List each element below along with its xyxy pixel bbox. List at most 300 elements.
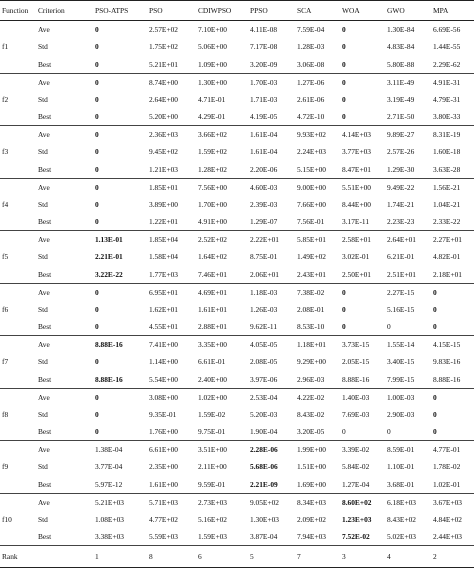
value-cell: 5.16E+02 bbox=[198, 514, 228, 524]
value-cell: 7.52E-02 bbox=[340, 528, 385, 546]
value-cell: 8.60E+02 bbox=[342, 497, 372, 507]
value-cell: 2.53E-04 bbox=[250, 392, 278, 402]
table-row bbox=[0, 283, 474, 301]
value-cell: 5.80E-88 bbox=[385, 56, 431, 74]
table-row bbox=[0, 458, 474, 476]
table-row bbox=[0, 56, 474, 74]
value-cell: 4.14E+03 bbox=[342, 130, 372, 139]
function-name: f9 bbox=[2, 462, 9, 472]
value-cell: 4.55E+01 bbox=[147, 318, 196, 336]
value-cell: 6.95E+01 bbox=[149, 287, 179, 297]
value-cell: 1.69E+00 bbox=[295, 476, 340, 494]
value-cell: 5.71E+03 bbox=[149, 497, 179, 507]
value-cell: 2.29E-62 bbox=[431, 56, 474, 74]
value-cell: 1.62E+01 bbox=[149, 304, 179, 314]
value-cell: 0 bbox=[95, 357, 99, 367]
rank-value: 3 bbox=[340, 546, 385, 568]
value-cell: 3.06E-08 bbox=[295, 56, 340, 74]
value-cell: 0 bbox=[340, 56, 385, 74]
value-cell: 2.20E-06 bbox=[248, 161, 295, 179]
value-cell: 4.29E-01 bbox=[196, 108, 248, 126]
value-cell: 0 bbox=[340, 318, 385, 336]
table-row bbox=[0, 511, 474, 529]
value-cell: 0 bbox=[433, 304, 437, 314]
value-cell: 4.84E+02 bbox=[433, 514, 463, 524]
value-cell: 1.58E+04 bbox=[149, 252, 179, 262]
value-cell: 2.58E+01 bbox=[342, 235, 372, 244]
table-top-rule bbox=[0, 0, 474, 1]
table-row bbox=[0, 476, 474, 494]
criterion-label: Ave bbox=[38, 497, 50, 507]
criterion-label: Best bbox=[36, 476, 93, 494]
value-cell: 7.38E-02 bbox=[297, 287, 325, 297]
function-name bbox=[0, 266, 36, 284]
value-cell: 9.49E-22 bbox=[387, 182, 415, 192]
rank-spacer bbox=[36, 546, 93, 568]
value-cell: 0 bbox=[93, 213, 147, 231]
criterion-label: Std bbox=[38, 357, 48, 367]
value-cell: 9.75E-01 bbox=[196, 423, 248, 441]
function-name: f2 bbox=[2, 94, 9, 104]
value-cell: 0 bbox=[342, 42, 346, 52]
value-cell: 1.27E-06 bbox=[297, 77, 325, 87]
value-cell: 3.17E-11 bbox=[340, 213, 385, 231]
value-cell: 3.20E-05 bbox=[295, 423, 340, 441]
header-cdiwpso: CDIWPSO bbox=[196, 0, 248, 21]
value-cell: 7.46E+01 bbox=[196, 266, 248, 284]
value-cell: 8.88E-16 bbox=[431, 371, 474, 389]
value-cell: 5.51E+00 bbox=[342, 182, 372, 192]
value-cell: 0 bbox=[95, 304, 99, 314]
value-cell: 2.40E+00 bbox=[196, 371, 248, 389]
table-row bbox=[0, 108, 474, 126]
value-cell: 1.09E+00 bbox=[196, 56, 248, 74]
function-name bbox=[0, 56, 36, 74]
value-cell: 0 bbox=[433, 392, 437, 402]
value-cell: 5.16E-15 bbox=[387, 304, 415, 314]
criterion-label: Std bbox=[38, 94, 48, 104]
value-cell: 0 bbox=[95, 199, 99, 209]
criterion-label: Std bbox=[38, 409, 48, 419]
value-cell: 7.59E-04 bbox=[297, 25, 325, 34]
function-name bbox=[0, 476, 36, 494]
value-cell: 2.96E-03 bbox=[295, 371, 340, 389]
value-cell: 2.57E+02 bbox=[149, 25, 179, 34]
value-cell: 2.73E+03 bbox=[198, 497, 228, 507]
value-cell: 1.27E-04 bbox=[340, 476, 385, 494]
value-cell: 1.30E-84 bbox=[387, 25, 415, 34]
value-cell: 3.20E-09 bbox=[248, 56, 295, 74]
value-cell: 4.83E-84 bbox=[387, 42, 415, 52]
value-cell: 9.89E-27 bbox=[387, 130, 415, 139]
value-cell: 1.90E-04 bbox=[248, 423, 295, 441]
value-cell: 1.28E-03 bbox=[297, 42, 325, 52]
value-cell: 7.56E+00 bbox=[198, 182, 228, 192]
function-name: f6 bbox=[2, 304, 9, 314]
criterion-label: Best bbox=[36, 528, 93, 546]
criterion-label: Std bbox=[38, 514, 48, 524]
table-row bbox=[0, 336, 474, 354]
value-cell: 1.30E+03 bbox=[250, 514, 280, 524]
value-cell: 0 bbox=[93, 56, 147, 74]
table-body bbox=[0, 21, 474, 568]
value-cell: 2.90E-03 bbox=[387, 409, 415, 419]
function-name: f5 bbox=[2, 252, 9, 262]
value-cell: 9.45E+02 bbox=[149, 147, 179, 157]
value-cell: 1.76E+00 bbox=[147, 423, 196, 441]
table-row bbox=[0, 441, 474, 459]
value-cell: 1.49E+02 bbox=[297, 252, 327, 262]
table-row bbox=[0, 213, 474, 231]
rank-value: 7 bbox=[295, 546, 340, 568]
value-cell: 0 bbox=[342, 304, 346, 314]
value-cell: 1.75E+02 bbox=[149, 42, 179, 52]
criterion-label: Std bbox=[38, 252, 48, 262]
value-cell: 1.18E-03 bbox=[250, 287, 278, 297]
rank-value: 2 bbox=[431, 546, 474, 568]
value-cell: 1.29E-07 bbox=[248, 213, 295, 231]
value-cell: 2.09E+02 bbox=[297, 514, 327, 524]
table-row bbox=[0, 406, 474, 424]
function-name bbox=[0, 441, 36, 459]
value-cell: 0 bbox=[340, 108, 385, 126]
value-cell: 9.59E-01 bbox=[196, 476, 248, 494]
function-name: f1 bbox=[2, 42, 9, 52]
value-cell: 1.29E-30 bbox=[385, 161, 431, 179]
value-cell: 0 bbox=[93, 318, 147, 336]
value-cell: 0 bbox=[385, 423, 431, 441]
value-cell: 3.35E+00 bbox=[198, 340, 228, 349]
value-cell: 2.71E-50 bbox=[385, 108, 431, 126]
value-cell: 3.40E-15 bbox=[387, 357, 415, 367]
function-name bbox=[0, 108, 36, 126]
value-cell: 1.21E+03 bbox=[147, 161, 196, 179]
value-cell: 3.77E-04 bbox=[95, 462, 123, 472]
table-row bbox=[0, 528, 474, 546]
value-cell: 0 bbox=[95, 42, 99, 52]
header-woa: WOA bbox=[340, 0, 385, 21]
value-cell: 5.85E+01 bbox=[297, 235, 327, 244]
value-cell: 1.38E-04 bbox=[95, 445, 123, 454]
value-cell: 6.61E-01 bbox=[198, 357, 226, 367]
rank-label: Rank bbox=[0, 546, 36, 568]
value-cell: 0 bbox=[93, 161, 147, 179]
value-cell: 2.28E-06 bbox=[250, 445, 278, 454]
value-cell: 0 bbox=[95, 287, 99, 297]
value-cell: 0 bbox=[342, 287, 346, 297]
function-name bbox=[0, 21, 36, 39]
value-cell: 0 bbox=[433, 409, 437, 419]
value-cell: 3.89E+00 bbox=[149, 199, 179, 209]
function-name: f4 bbox=[2, 199, 9, 209]
value-cell: 2.11E+00 bbox=[198, 462, 227, 472]
value-cell: 4.69E+01 bbox=[198, 287, 228, 297]
value-cell: 2.08E-01 bbox=[297, 304, 325, 314]
value-cell: 5.97E-12 bbox=[93, 476, 147, 494]
value-cell: 7.99E-15 bbox=[385, 371, 431, 389]
value-cell: 8.59E-01 bbox=[387, 445, 415, 454]
value-cell: 3.97E-06 bbox=[248, 371, 295, 389]
value-cell: 3.22E-22 bbox=[93, 266, 147, 284]
value-cell: 9.93E+02 bbox=[297, 130, 327, 139]
value-cell: 6.61E+00 bbox=[149, 445, 179, 454]
value-cell: 1.14E+00 bbox=[149, 357, 179, 367]
value-cell: 1.61E+00 bbox=[147, 476, 196, 494]
function-name bbox=[0, 423, 36, 441]
value-cell: 7.94E+03 bbox=[295, 528, 340, 546]
value-cell: 2.08E-05 bbox=[250, 357, 278, 367]
function-name bbox=[0, 371, 36, 389]
value-cell: 2.64E+01 bbox=[387, 235, 417, 244]
criterion-label: Ave bbox=[38, 130, 50, 139]
header-mpa: MPA bbox=[431, 0, 474, 21]
value-cell: 3.77E+03 bbox=[342, 147, 372, 157]
value-cell: 9.00E+00 bbox=[297, 182, 327, 192]
value-cell: 2.24E+03 bbox=[297, 147, 327, 157]
value-cell: 0 bbox=[431, 318, 474, 336]
rank-value: 8 bbox=[147, 546, 196, 568]
function-name bbox=[0, 493, 36, 511]
value-cell: 3.66E+02 bbox=[198, 130, 228, 139]
header-row bbox=[0, 0, 474, 21]
value-cell: 1.04E-21 bbox=[433, 199, 461, 209]
value-cell: 1.59E+02 bbox=[198, 147, 228, 157]
table-row bbox=[0, 318, 474, 336]
value-cell: 5.06E+00 bbox=[198, 42, 228, 52]
value-cell: 2.64E+00 bbox=[149, 94, 179, 104]
value-cell: 3.87E-04 bbox=[248, 528, 295, 546]
rank-value: 6 bbox=[196, 546, 248, 568]
header-ppso: PPSO bbox=[248, 0, 295, 21]
criterion-label: Ave bbox=[38, 77, 50, 87]
value-cell: 8.53E-10 bbox=[295, 318, 340, 336]
value-cell: 1.61E-04 bbox=[250, 130, 278, 139]
value-cell: 3.19E-49 bbox=[387, 94, 415, 104]
value-cell: 3.38E+03 bbox=[93, 528, 147, 546]
value-cell: 1.30E+00 bbox=[198, 77, 228, 87]
value-cell: 1.08E+03 bbox=[95, 514, 125, 524]
value-cell: 5.21E+01 bbox=[147, 56, 196, 74]
value-cell: 4.91E-31 bbox=[433, 77, 461, 87]
function-name bbox=[0, 178, 36, 196]
table-row bbox=[0, 353, 474, 371]
table-row bbox=[0, 38, 474, 56]
value-cell: 2.57E-26 bbox=[387, 147, 415, 157]
criterion-label: Std bbox=[38, 304, 48, 314]
value-cell: 4.15E-15 bbox=[433, 340, 461, 349]
value-cell: 4.77E-01 bbox=[433, 445, 461, 454]
value-cell: 0 bbox=[95, 25, 99, 34]
value-cell: 2.06E+01 bbox=[248, 266, 295, 284]
value-cell: 0 bbox=[431, 423, 474, 441]
value-cell: 0 bbox=[95, 182, 99, 192]
value-cell: 1.40E-03 bbox=[342, 392, 370, 402]
criterion-label: Std bbox=[38, 199, 48, 209]
criterion-label: Best bbox=[36, 266, 93, 284]
value-cell: 2.44E+03 bbox=[431, 528, 474, 546]
value-cell: 6.69E-56 bbox=[433, 25, 461, 34]
value-cell: 8.43E-02 bbox=[297, 409, 325, 419]
criterion-label: Ave bbox=[38, 445, 50, 454]
value-cell: 4.11E-08 bbox=[250, 25, 278, 34]
table-row bbox=[0, 248, 474, 266]
value-cell: 2.21E-01 bbox=[95, 252, 123, 262]
value-cell: 5.21E+03 bbox=[95, 497, 125, 507]
value-cell: 5.59E+03 bbox=[147, 528, 196, 546]
value-cell: 4.79E-31 bbox=[433, 94, 461, 104]
table-row bbox=[0, 143, 474, 161]
value-cell: 1.85E+04 bbox=[149, 235, 179, 244]
value-cell: 7.10E+00 bbox=[198, 25, 228, 34]
table-row bbox=[0, 196, 474, 214]
value-cell: 1.26E-03 bbox=[250, 304, 278, 314]
value-cell: 2.18E+01 bbox=[431, 266, 474, 284]
header-criterion: Criterion bbox=[36, 0, 93, 21]
value-cell: 4.72E-10 bbox=[295, 108, 340, 126]
value-cell: 0 bbox=[340, 423, 385, 441]
criterion-label: Ave bbox=[38, 340, 50, 349]
value-cell: 7.17E-08 bbox=[250, 42, 278, 52]
value-cell: 2.36E+03 bbox=[149, 130, 179, 139]
value-cell: 2.27E+01 bbox=[433, 235, 463, 244]
value-cell: 0 bbox=[95, 409, 99, 419]
value-cell: 2.23E-23 bbox=[385, 213, 431, 231]
header-pso: PSO bbox=[147, 0, 196, 21]
value-cell: 0 bbox=[93, 108, 147, 126]
value-cell: 1.02E+00 bbox=[198, 392, 228, 402]
value-cell: 9.62E-11 bbox=[248, 318, 295, 336]
value-cell: 2.50E+01 bbox=[340, 266, 385, 284]
value-cell: 8.88E-16 bbox=[93, 371, 147, 389]
function-name bbox=[0, 318, 36, 336]
function-name bbox=[0, 528, 36, 546]
header-function: Function bbox=[0, 0, 36, 21]
value-cell: 4.91E+00 bbox=[196, 213, 248, 231]
value-cell: 3.08E+00 bbox=[149, 392, 179, 402]
table-row bbox=[0, 178, 474, 196]
criterion-label: Ave bbox=[38, 287, 50, 297]
function-name bbox=[0, 126, 36, 144]
value-cell: 1.74E-21 bbox=[387, 199, 415, 209]
criterion-label: Best bbox=[36, 161, 93, 179]
criterion-label: Std bbox=[38, 42, 48, 52]
value-cell: 4.22E-02 bbox=[297, 392, 325, 402]
header-pso-atps: PSO-ATPS bbox=[93, 0, 147, 21]
value-cell: 2.39E-03 bbox=[250, 199, 278, 209]
table-row bbox=[0, 231, 474, 249]
value-cell: 2.61E-06 bbox=[297, 94, 325, 104]
value-cell: 1.56E-21 bbox=[433, 182, 461, 192]
value-cell: 1.44E-55 bbox=[433, 42, 461, 52]
value-cell: 8.88E-16 bbox=[95, 340, 123, 349]
value-cell: 4.19E-05 bbox=[248, 108, 295, 126]
value-cell: 1.60E-18 bbox=[433, 147, 461, 157]
function-name bbox=[0, 213, 36, 231]
value-cell: 1.99E+00 bbox=[297, 445, 327, 454]
function-name bbox=[0, 283, 36, 301]
value-cell: 4.71E-01 bbox=[198, 94, 226, 104]
function-name bbox=[0, 336, 36, 354]
value-cell: 8.88E-16 bbox=[340, 371, 385, 389]
value-cell: 1.23E+03 bbox=[342, 514, 372, 524]
criterion-label: Best bbox=[36, 213, 93, 231]
value-cell: 1.18E+01 bbox=[297, 340, 327, 349]
value-cell: 2.52E+02 bbox=[198, 235, 228, 244]
value-cell: 1.02E-01 bbox=[431, 476, 474, 494]
table-row bbox=[0, 301, 474, 319]
criterion-label: Std bbox=[38, 462, 48, 472]
function-name: f10 bbox=[2, 514, 12, 524]
value-cell: 5.68E-06 bbox=[250, 462, 278, 472]
table-row bbox=[0, 371, 474, 389]
function-name: f3 bbox=[2, 147, 9, 157]
value-cell: 3.51E+00 bbox=[198, 445, 228, 454]
criterion-label: Best bbox=[36, 56, 93, 74]
value-cell: 3.68E-01 bbox=[385, 476, 431, 494]
criterion-label: Ave bbox=[38, 392, 50, 402]
table-row bbox=[0, 388, 474, 406]
value-cell: 8.34E+03 bbox=[297, 497, 327, 507]
value-cell: 2.43E+01 bbox=[295, 266, 340, 284]
value-cell: 1.61E-04 bbox=[250, 147, 278, 157]
table-row bbox=[0, 161, 474, 179]
header-gwo: GWO bbox=[385, 0, 431, 21]
value-cell: 0 bbox=[385, 318, 431, 336]
value-cell: 2.22E+01 bbox=[250, 235, 280, 244]
table-row bbox=[0, 126, 474, 144]
value-cell: 1.85E+01 bbox=[149, 182, 179, 192]
value-cell: 1.78E-02 bbox=[433, 462, 461, 472]
criterion-label: Best bbox=[36, 423, 93, 441]
table-row bbox=[0, 21, 474, 39]
value-cell: 1.71E-03 bbox=[250, 94, 278, 104]
value-cell: 3.67E+03 bbox=[433, 497, 463, 507]
value-cell: 1.51E+00 bbox=[297, 462, 327, 472]
value-cell: 2.27E-15 bbox=[387, 287, 415, 297]
table-row bbox=[0, 423, 474, 441]
value-cell: 0 bbox=[342, 25, 346, 34]
value-cell: 8.75E-01 bbox=[250, 252, 278, 262]
value-cell: 8.43E+02 bbox=[387, 514, 417, 524]
value-cell: 5.20E+00 bbox=[147, 108, 196, 126]
value-cell: 0 bbox=[342, 94, 346, 104]
value-cell: 2.33E-22 bbox=[431, 213, 474, 231]
value-cell: 4.82E-01 bbox=[433, 252, 461, 262]
value-cell: 5.02E+03 bbox=[385, 528, 431, 546]
value-cell: 1.10E-01 bbox=[387, 462, 415, 472]
value-cell: 6.18E+03 bbox=[387, 497, 417, 507]
rank-value: 5 bbox=[248, 546, 295, 568]
value-cell: 3.02E-01 bbox=[342, 252, 370, 262]
value-cell: 1.28E+02 bbox=[196, 161, 248, 179]
value-cell: 9.35E-01 bbox=[149, 409, 177, 419]
value-cell: 1.00E-03 bbox=[387, 392, 415, 402]
value-cell: 1.59E-02 bbox=[198, 409, 226, 419]
value-cell: 0 bbox=[433, 287, 437, 297]
table-row bbox=[0, 266, 474, 284]
criterion-label: Best bbox=[36, 371, 93, 389]
value-cell: 9.83E-16 bbox=[433, 357, 461, 367]
value-cell: 2.21E-09 bbox=[248, 476, 295, 494]
value-cell: 5.54E+00 bbox=[147, 371, 196, 389]
function-name bbox=[0, 161, 36, 179]
value-cell: 1.70E-03 bbox=[250, 77, 278, 87]
value-cell: 8.74E+00 bbox=[149, 77, 179, 87]
criterion-label: Best bbox=[36, 108, 93, 126]
value-cell: 2.51E+01 bbox=[385, 266, 431, 284]
value-cell: 3.39E-02 bbox=[342, 445, 370, 454]
value-cell: 0 bbox=[95, 147, 99, 157]
